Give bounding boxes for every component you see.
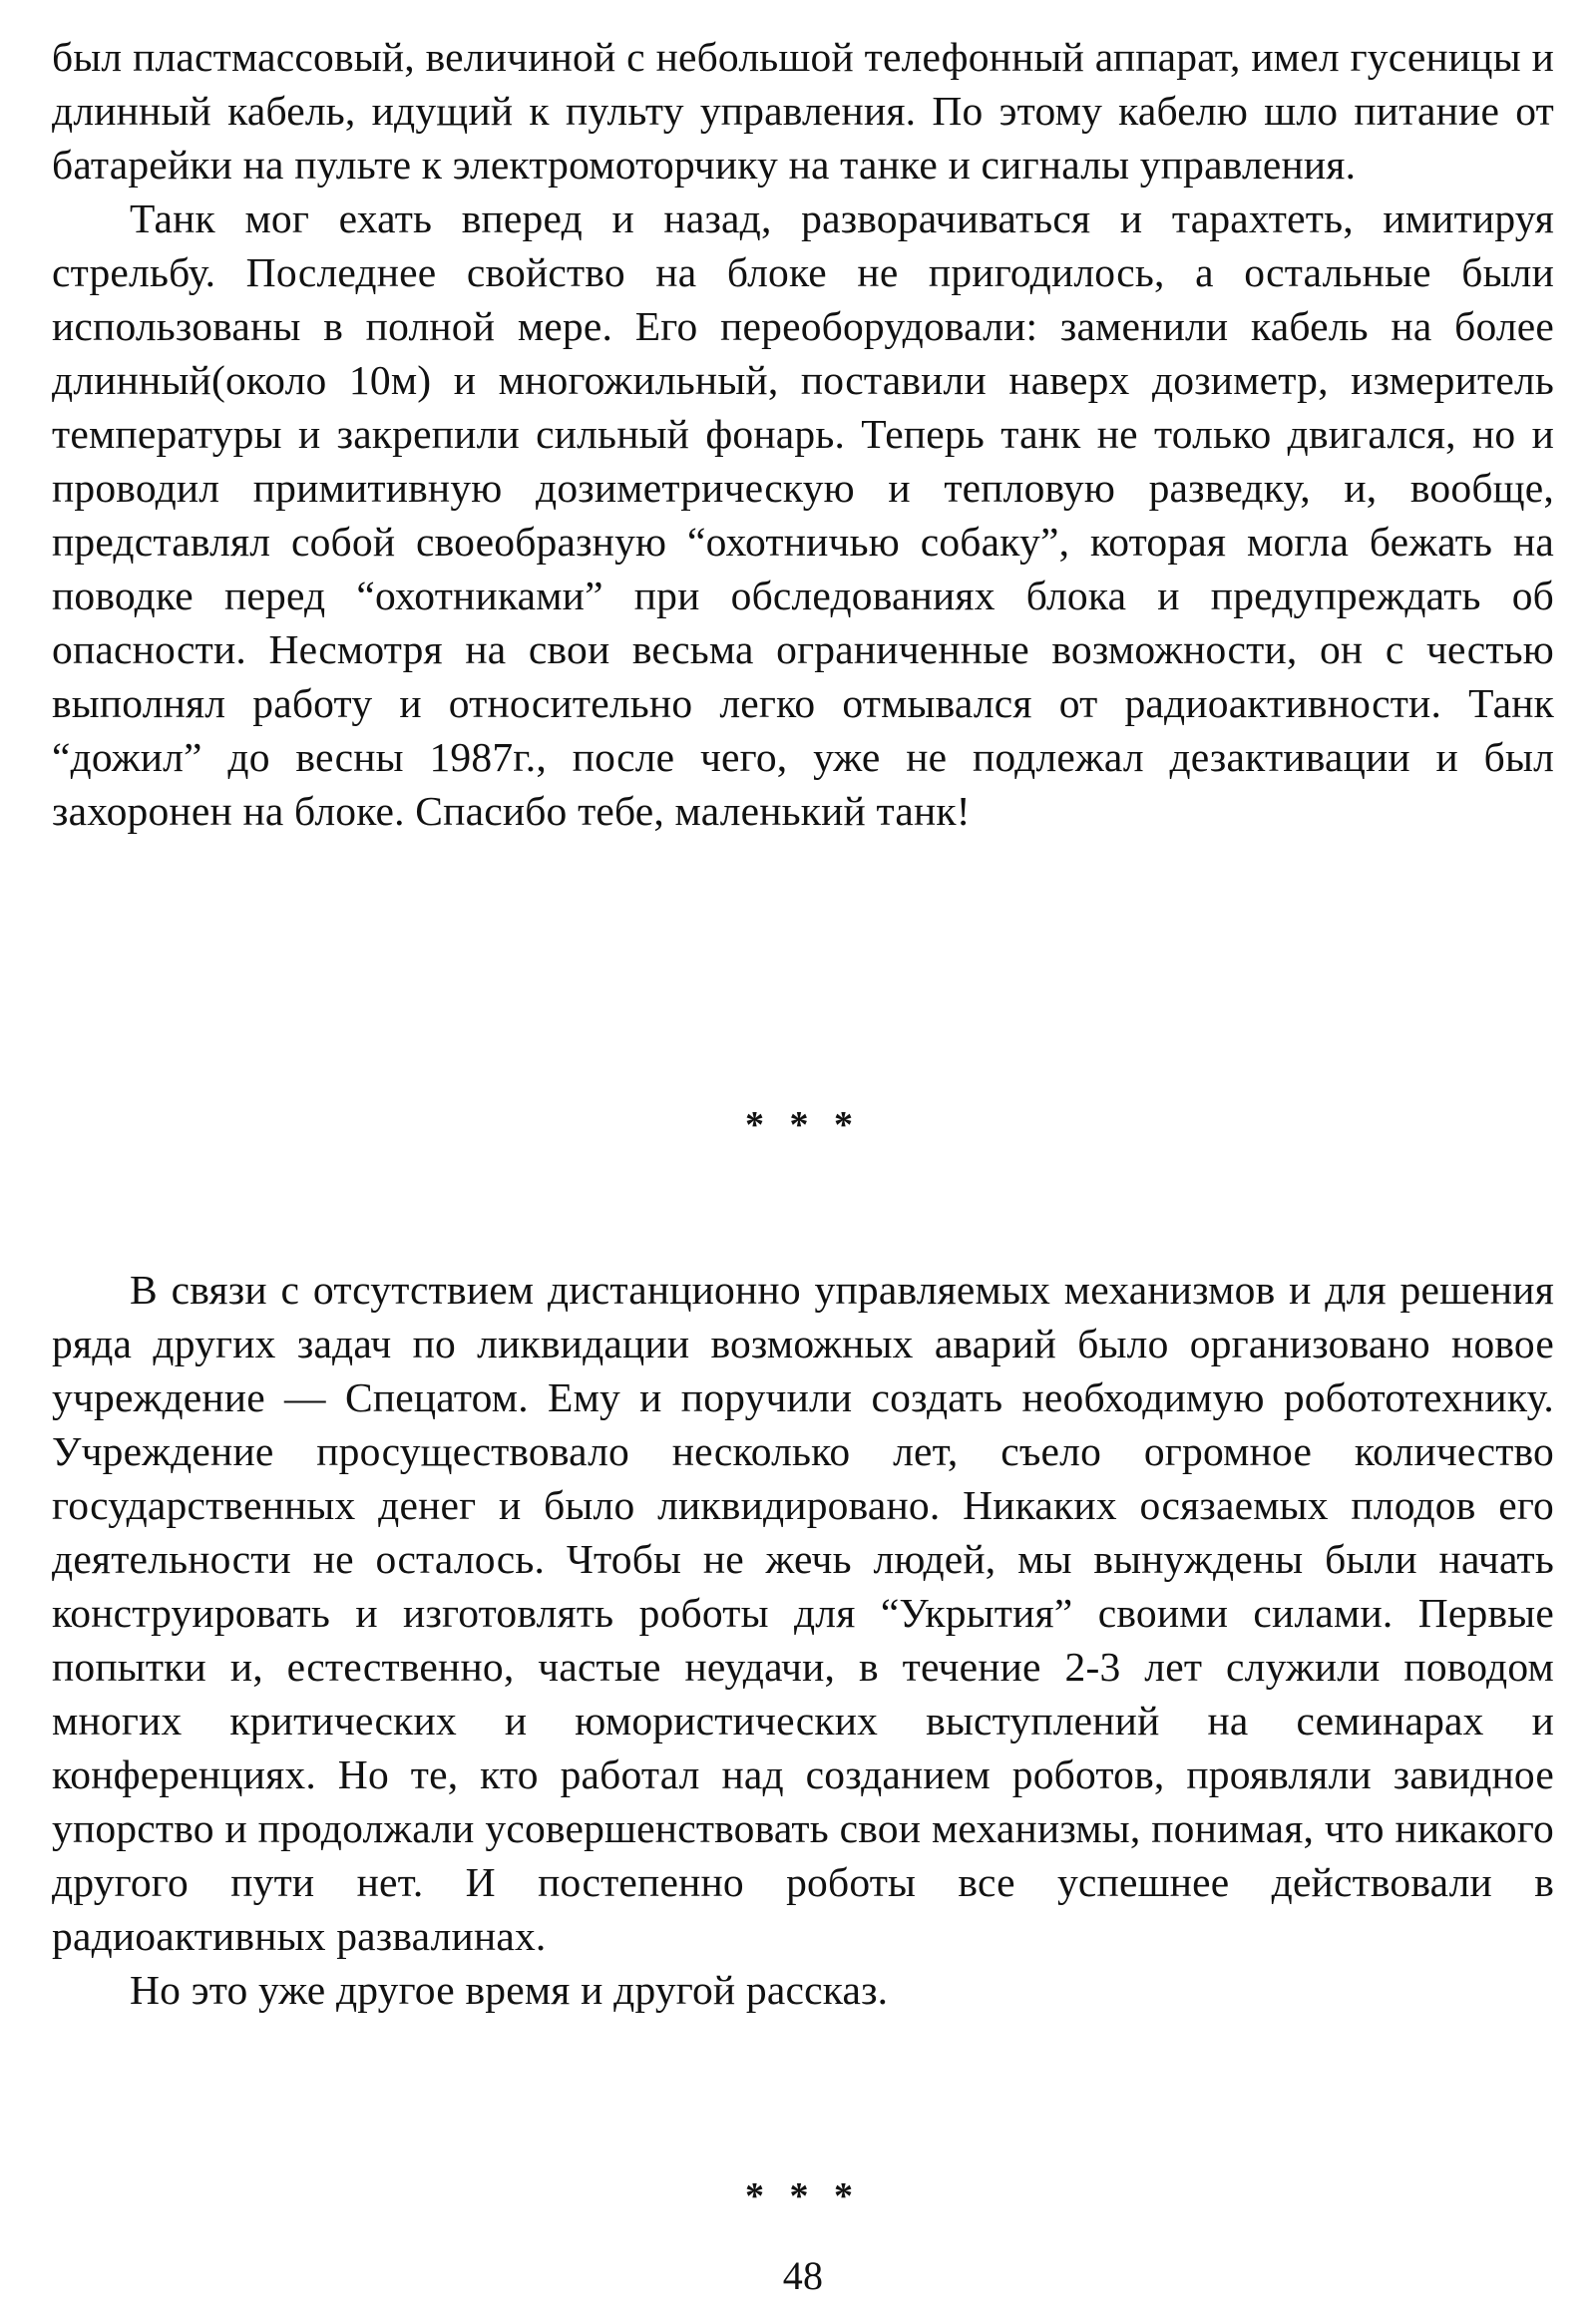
section-separator-bottom: * * * <box>745 2175 861 2217</box>
paragraph-closing: Но это уже другое время и другой рассказ. <box>130 1967 889 2013</box>
paragraph-continuation: был пластмассовый, величиной с небольшой телефонный аппарат, имел гусеницы и длинный кабель, идущий к пульту управления. По этому кабелю шло питание от батарейки на пульте к электромоторчику на танке и сигналы управления. <box>52 34 1554 188</box>
paragraph-tank-description: Танк мог ехать вперед и назад, разворачиваться и тарахтеть, имитируя стрельбу. Последнее свойство на блоке не пригодилось, а остальные были использованы в полной мере. Его переоборудовали: заменили кабель на более длинный(около 10м) и многожильный, поставили наверх дозиметр, измеритель температуры и закрепили сильный фонарь. Теперь танк не только двигался, но и проводил примитивную дозиметрическую и тепловую разведку, и, вообще, представлял собой своеобразную “охотничью собаку”, которая могла бежать на поводке перед “охотниками” при обследованиях блока и предупреждать об опасности. Несмотря на свои весьма ограниченные возможности, он с честью выполнял работу и относительно легко отмывался от радиоактивности. Танк “дожил” до весны 1987г., после чего, уже не подлежал дезактивации и был захоронен на блоке. Спасибо тебе, маленький танк! <box>52 195 1554 834</box>
section-separator-top: * * * <box>745 1104 861 1146</box>
text-block-top <box>52 30 1554 838</box>
paragraph-spetsatom: В связи с отсутствием дистанционно управляемых механизмов и для решения ряда других задач по ликвидации возможных аварий было организовано новое учреждение — Спецатом. Ему и поручили создать необходимую робототехнику. Учреждение просуществовало несколько лет, съело огромное количество государственных денег и было ликвидировано. Никаких осязаемых плодов его деятельности не осталось. Чтобы не жечь людей, мы вынуждены были начать конструировать и изготовлять роботы для “Укрытия” своими силами. Первые попытки и, естественно, частые неудачи, в течение 2-3 лет служили поводом многих критических и юмористических выступлений на семинарах и конференциях. Но те, кто работал над созданием роботов, проявляли завидное упорство и продолжали усовершенствовать свои механизмы, понимая, что никакого другого пути нет. И постепенно роботы все успешнее действовали в радиоактивных развалинах. <box>52 1267 1554 1959</box>
book-page <box>52 30 1554 2304</box>
text-block-bottom <box>52 1263 1554 2017</box>
page-number: 48 <box>782 2253 824 2298</box>
